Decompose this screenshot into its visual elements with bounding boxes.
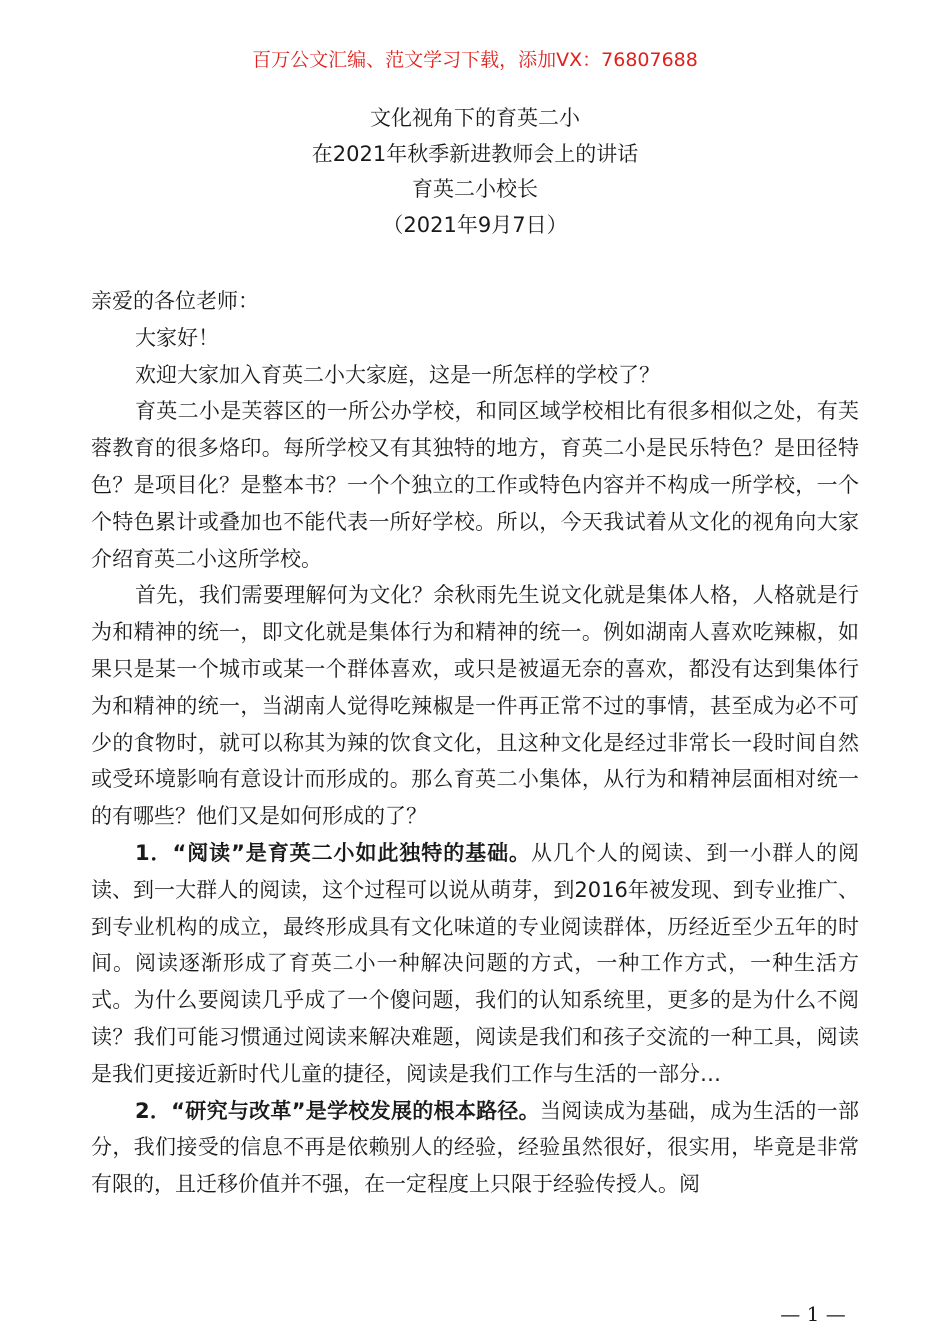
title-block bbox=[0, 101, 950, 243]
header-banner: 百万公文汇编、范文学习下载，添加VX：76807688 bbox=[252, 49, 698, 71]
greeting: 大家好！ bbox=[135, 325, 219, 350]
paragraph-4-heading: 1．“阅读”是育英二小如此独特的基础。 bbox=[135, 840, 531, 865]
paragraph-4-text: 从几个人的阅读、到一小群人的阅读、到一大群人的阅读，这个过程可以说从萌芽，到2016年被发现、到专业推广、到专业机构的成立，最终形成具有文化味道的专业阅读群体，历经近至少五年的时间。阅读逐渐形成了育英二小一种解决问题的方式，一种工作方式，一种生活方式。为什么要阅读几乎成了一个傻问题，我们的认知系统里，更多的是为什么不阅读？我们可能习惯通过阅读来解决难题，阅读是我们和孩子交流的一种工具，阅读是我们更接近新时代儿童的捷径，阅读是我们工作与生活的一部分… bbox=[91, 840, 859, 1086]
paragraph-5-text: 当阅读成为基础，成为生活的一部分，我们接受的信息不再是依赖别人的经验，经验虽然很好，很实用，毕竟是非常有限的，且迁移价值并不强，在一定程度上只限于经验传授人。阅 bbox=[91, 1098, 859, 1197]
document-title: 文化视角下的育英二小 bbox=[370, 106, 580, 130]
document-subtitle: 在2021年秋季新进教师会上的讲话 bbox=[311, 141, 639, 166]
paragraph-5 bbox=[91, 1093, 859, 1203]
paragraph-2: 育英二小是芙蓉区的一所公办学校，和同区域学校相比有很多相似之处，有芙蓉教育的很多烙印。每所学校又有其独特的地方，育英二小是民乐特色？是田径特色？是项目化？是整本书？一个个独立的工作或特色内容并不构成一所学校，一个个特色累计或叠加也不能代表一所好学校。所以，今天我试着从文化的视角向大家介绍育英二小这所学校。 bbox=[91, 399, 859, 571]
speaker: 育英二小校长 bbox=[412, 177, 538, 201]
salutation: 亲爱的各位老师： bbox=[91, 289, 259, 313]
speech-date: （2021年9月7日） bbox=[382, 212, 568, 237]
paragraph-1: 欢迎大家加入育英二小大家庭，这是一所怎样的学校了？ bbox=[135, 362, 660, 387]
paragraph-4 bbox=[91, 835, 859, 1093]
document-body bbox=[91, 283, 859, 1203]
page-number: — 1 — bbox=[780, 1302, 846, 1326]
paragraph-5-heading: 2．“研究与改革”是学校发展的根本路径。 bbox=[135, 1098, 540, 1123]
paragraph-3: 首先，我们需要理解何为文化？余秋雨先生说文化就是集体人格，人格就是行为和精神的统一，即文化就是集体行为和精神的统一。例如湖南人喜欢吃辣椒，如果只是某一个城市或某一个群体喜欢，或只是被逼无奈的喜欢，都没有达到集体行为和精神的统一，当湖南人觉得吃辣椒是一件再正常不过的事情，甚至成为必不可少的食物时，就可以称其为辣的饮食文化，且这种文化是经过非常长一段时间自然或受环境影响有意设计而形成的。那么育英二小集体，从行为和精神层面相对统一的有哪些？他们又是如何形成的了？ bbox=[91, 583, 859, 829]
